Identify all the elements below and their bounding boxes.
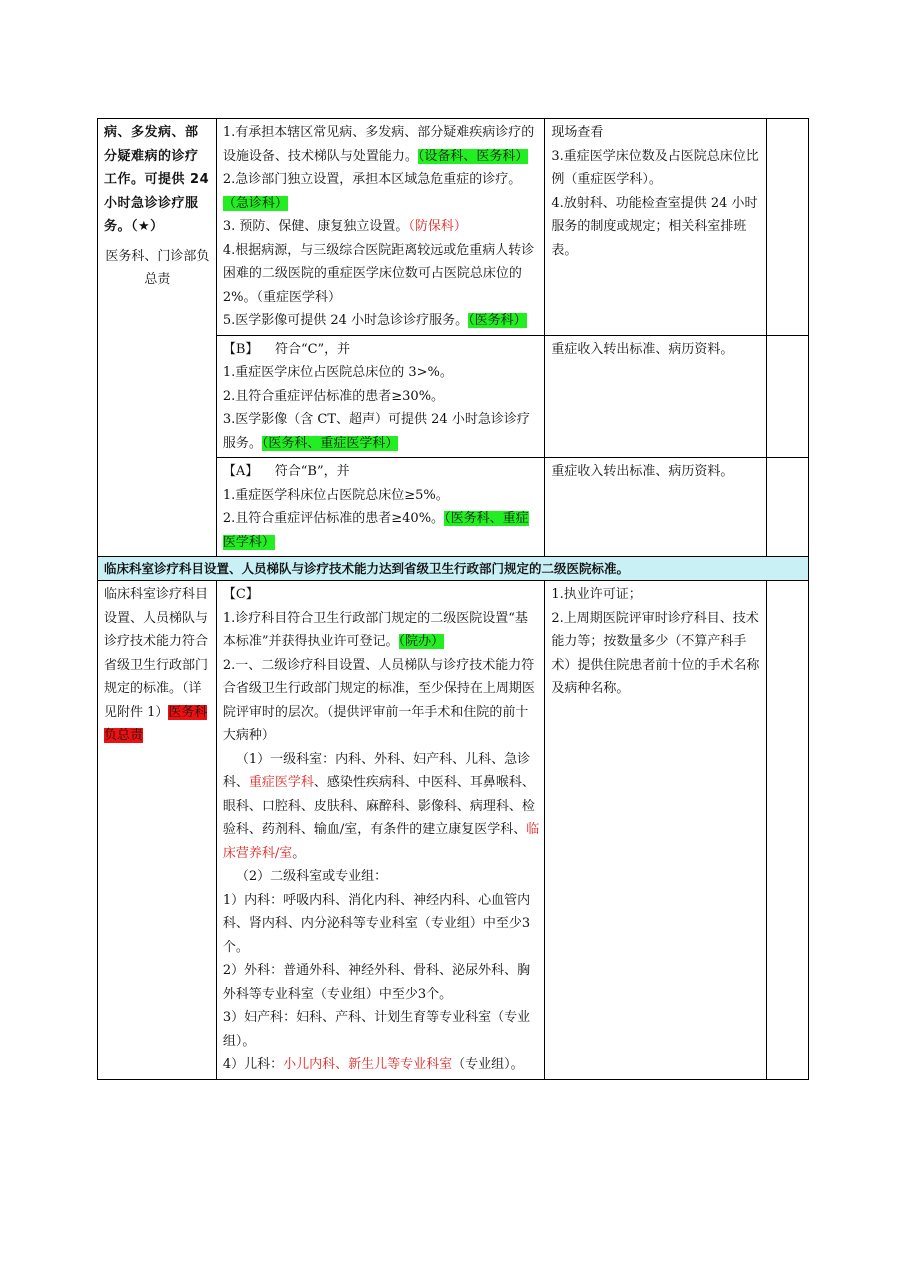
dept-tag: 医务科负总责 bbox=[104, 704, 208, 743]
criteria-item: 1.重症医学床位占医院总床位的 3>%。 bbox=[222, 365, 453, 380]
method-item: 2.上周期医院评审时诊疗科目、技术能力等；按数量多少（不算产科手术）提供住院患者前十位的手术名称及病种名称。 bbox=[551, 610, 760, 696]
method-cell: 重症收入转出标准、病历资料。 bbox=[545, 458, 767, 557]
criteria-item: 4）儿科：小儿内科、新生儿等专业科室（专业组）。 bbox=[222, 1057, 524, 1072]
standard-cell bbox=[98, 119, 217, 557]
dept-tag: （防保科） bbox=[408, 219, 467, 234]
criteria-item: 3）妇产科：妇科、产科、计划生育等专业科室（专业组）。 bbox=[222, 1010, 531, 1049]
standard-cell bbox=[98, 581, 217, 1080]
criteria-item: （2）二级科室或专业组： bbox=[235, 869, 388, 884]
score-cell bbox=[766, 458, 808, 557]
criteria-item: （1）一级科室：内科、外科、妇产科、儿科、急诊科、重症医学科、感染性疾病科、中医科、耳鼻喉科、眼科、口腔科、皮肤科、麻醉科、影像科、病理科、检验科、药剂科、输血/室，有条件的建立康复医学科、临床营养科/室。 bbox=[222, 751, 540, 861]
dept-tag: （医务科、重症医学科） bbox=[222, 511, 529, 550]
criteria-item: 1.诊疗科目符合卫生行政部门规定的二级医院设置“基本标准”并获得执业许可登记。 bbox=[222, 610, 528, 649]
score-cell bbox=[766, 581, 808, 1080]
criteria-cell-c bbox=[216, 581, 544, 1080]
criteria-item: 1）内科：呼吸内科、消化内科、神经内科、心血管内科、肾内科、内分泌科等专业科室（专业组）中至少3个。 bbox=[222, 892, 531, 955]
criteria-item: 2.一、二级诊疗科目设置、人员梯队与诊疗技术能力符合省级卫生行政部门规定的标准，至少保持在上周期医院评审时的层次。（提供评审前一年手术和住院的前十大病种） bbox=[222, 657, 535, 743]
method-cell: 重症收入转出标准、病历资料。 bbox=[545, 335, 767, 458]
section-heading: 临床科室诊疗科目设置、人员梯队与诊疗技术能力达到省级卫生行政部门规定的二级医院标准。 bbox=[98, 557, 809, 581]
standard-title: 病、多发病、部分疑难病的诊疗工作。可提供 24 小时急诊诊疗服务。（★） bbox=[104, 125, 210, 234]
score-cell bbox=[766, 119, 808, 336]
dept-tag: （设备科、医务科） bbox=[417, 148, 529, 164]
table-row bbox=[98, 119, 809, 336]
criteria-item: 2）外科：普通外科、神经外科、骨科、泌尿外科、胸外科等专业科室（专业组）中至少3个。 bbox=[222, 963, 531, 1002]
method-cell bbox=[545, 581, 767, 1080]
criteria-item: 2.急诊部门独立设置，承担本区域急危重症的诊疗。 bbox=[222, 172, 522, 187]
criteria-item: 3.医学影像（含 CT、超声）可提供 24 小时急诊诊疗服务。 bbox=[222, 412, 530, 451]
dept-tag: （医务科、重症医学科） bbox=[261, 435, 399, 451]
grade-heading: 【C】 bbox=[222, 587, 259, 602]
highlight-red: 重症医学科 bbox=[248, 775, 314, 790]
method-cell: 现场查看 3.重症医学床位数及占医院总床位比例（重症医学科）。 4.放射科、功能检查室提供 24 小时服务的制度或规定；相关科室排班表。 bbox=[545, 119, 767, 336]
criteria-item: 1.有承担本辖区常见病、多发病、部分疑难疾病诊疗的设施设备、技术梯队与处置能力。 bbox=[222, 125, 535, 164]
criteria-cell-a bbox=[216, 458, 544, 557]
highlight-red: 临床营养科/室 bbox=[222, 822, 540, 861]
standard-text: 临床科室诊疗科目设置、人员梯队与诊疗技术能力符合省级卫生行政部门规定的标准。（详见附件 1） bbox=[104, 587, 209, 720]
section-band-row bbox=[98, 557, 809, 581]
grade-heading: 【A】 符合“B”，并 bbox=[222, 464, 350, 479]
criteria-item: 2.且符合重症评估标准的患者≥40%。 bbox=[222, 511, 445, 526]
dept-tag: （院办） bbox=[398, 634, 445, 649]
review-standards-table bbox=[97, 118, 809, 1080]
grade-heading: 【B】 符合“C”，并 bbox=[222, 341, 351, 357]
criteria-item: 4.根据病源，与三级综合医院距离较远或危重病人转诊困难的二级医院的重症医学床位数可占医院总床位的2%。（重症医学科） bbox=[222, 242, 535, 305]
dept-tag: （急诊科） bbox=[222, 195, 288, 211]
criteria-item: 5.医学影像可提供 24 小时急诊诊疗服务。 bbox=[222, 313, 469, 328]
score-cell bbox=[766, 335, 808, 458]
criteria-item: 2.且符合重症评估标准的患者≥30%。 bbox=[222, 388, 445, 404]
criteria-cell-c bbox=[216, 119, 544, 336]
criteria-item: 1.重症医学科床位占医院总床位≥5%。 bbox=[222, 487, 449, 503]
criteria-item: 3. 预防、保健、康复独立设置。 bbox=[222, 219, 409, 234]
method-item: 1.执业许可证； bbox=[551, 587, 642, 602]
responsible-dept: 医务科、门诊部负总责 bbox=[105, 248, 210, 287]
dept-tag: （医务科） bbox=[468, 313, 527, 328]
criteria-cell-b bbox=[216, 335, 544, 458]
table-row bbox=[98, 581, 809, 1080]
highlight-red: 小儿内科、新生儿等专业科室 bbox=[283, 1057, 453, 1072]
